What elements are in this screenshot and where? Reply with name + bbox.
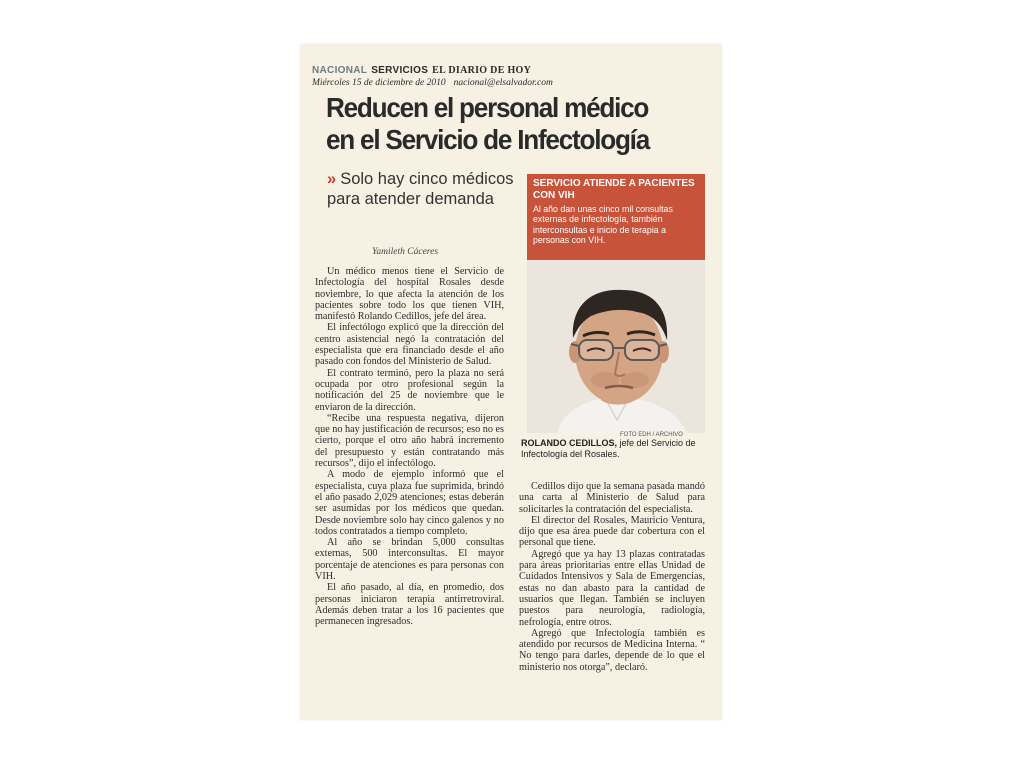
newspaper-clipping — [300, 44, 722, 720]
paragraph: El año pasado, al día, en promedio, dos personas iniciaron terapia antirretroviral. Además deben tratar a los 16 pacientes que permanecen ingresados. — [315, 582, 504, 628]
subsection-name: SERVICIOS — [371, 65, 429, 76]
photo-credit: FOTO EDH / ARCHIVO — [620, 432, 683, 438]
newspaper-name: EL DIARIO DE HOY — [432, 65, 532, 76]
article-column-left — [315, 266, 504, 628]
photo-caption — [521, 438, 711, 460]
portrait-illustration — [527, 260, 705, 433]
deck — [327, 169, 517, 209]
article-column-right — [519, 481, 705, 673]
contact-email: nacional@elsalvador.com — [453, 78, 553, 88]
deck-arrow-icon: » — [327, 170, 337, 188]
info-box — [527, 174, 705, 260]
masthead-line — [312, 65, 712, 77]
byline: Yamileth Cáceres — [372, 247, 439, 257]
headline-line-1: Reducen el personal médico — [326, 92, 649, 123]
issue-date: Miércoles 15 de diciembre de 2010 — [312, 78, 446, 88]
dateline — [312, 77, 712, 89]
paragraph: Agregó que Infectología también es atendido por recursos de Medicina Interna. “ No tengo para darles, depende de lo que el ministerio nos otorga”, declaró. — [519, 627, 705, 673]
headline-line-2: en el Servicio de Infectología — [326, 124, 649, 155]
paragraph: Agregó que ya hay 13 plazas contratadas para áreas prioritarias entre ellas Unidad de Cuidados Intensivos y Sala de Emergencias, estas no dan abasto para la cantidad de usuarios que llegan. También se incluyen puestos para neurología, radiología, nefrología, entre otros. — [519, 548, 705, 628]
caption-text: jefe del Servicio de Infectología del Rosales. — [521, 438, 696, 459]
caption-name: ROLANDO CEDILLOS, — [521, 438, 617, 448]
paragraph: A modo de ejemplo informó que el especialista, cuya plaza fue suprimida, brindó el año pasado 2,029 atenciones; estas deberán ser asumidas por los médicos que quedan. Desde noviembre solo hay cinco galenos y no todos contratados a tiempo completo. — [315, 469, 504, 537]
info-box-title: SERVICIO ATIENDE A PACIENTES CON VIH — [533, 178, 695, 201]
info-box-body: Al año dan unas cinco mil consultas externas de infectología, también interconsultas e inicio de terapia a personas con VIH. — [533, 204, 673, 245]
paragraph: Un médico menos tiene el Servicio de Infectología del hospital Rosales desde noviembre, lo que afecta la atención de los pacientes sobre todo los que tienen VIH, manifestó Rolando Cedillos, jefe del área. — [315, 266, 504, 323]
masthead — [312, 65, 712, 89]
headline — [326, 92, 698, 156]
portrait-photo — [527, 260, 705, 433]
paragraph: Cedillos dijo que la semana pasada mandó una carta al Ministerio de Salud para solicitarles la contratación del especialista. — [519, 481, 705, 515]
paragraph: El infectólogo explicó que la dirección del centro asistencial negó la contratación del especialista que era financiado desde el año pasado con fondos del Ministerio de Salud. — [315, 322, 504, 368]
paragraph: El director del Rosales, Mauricio Ventura, dijo que esa área puede dar cobertura con el personal que tiene. — [519, 514, 705, 549]
paragraph: El contrato terminó, pero la plaza no será ocupada por otro profesional según la notificación del 25 de noviembre que le enviaron de la dirección. — [315, 367, 504, 413]
deck-text: Solo hay cinco médicos para atender demanda — [327, 170, 514, 208]
paragraph: “Recibe una respuesta negativa, dijeron que no hay justificación de recursos; eso no es cierto, porque el otro año habrá incremento del presupuesto y están contratando más recursos”, dijo el infectólogo. — [315, 412, 504, 470]
section-name: NACIONAL — [312, 65, 368, 76]
paragraph: Al año se brindan 5,000 consultas externas, 500 interconsultas. El mayor porcentaje de atenciones es para personas con VIH. — [315, 537, 504, 583]
